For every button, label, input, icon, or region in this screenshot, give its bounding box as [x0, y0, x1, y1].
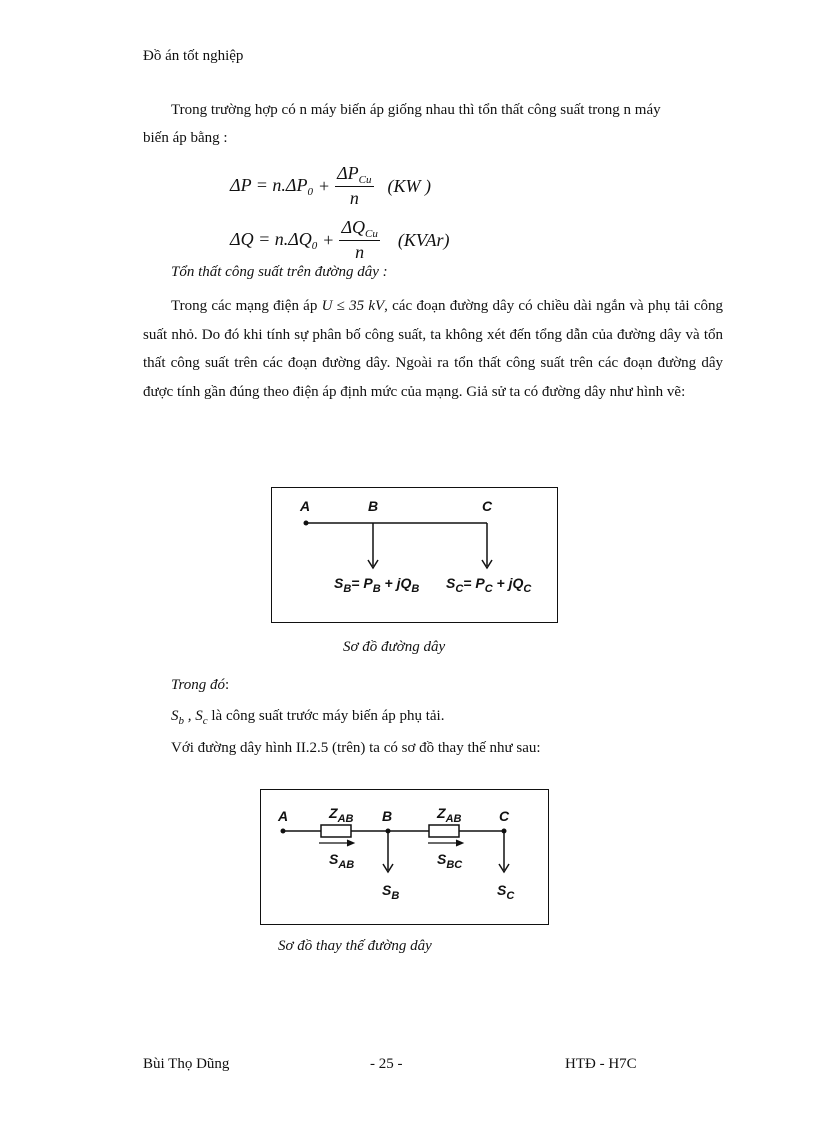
eq2-unit: (KVAr) — [397, 229, 450, 250]
node-b-label: B — [368, 498, 379, 514]
node-a-label: A — [300, 498, 311, 514]
where-sc-sub: c — [202, 715, 208, 727]
paragraph-part-1: Trong các mạng điện áp — [171, 298, 322, 314]
flow-arrowhead-ab — [347, 840, 354, 846]
eq1-num: ΔP — [337, 163, 359, 183]
eq1-den: n — [349, 188, 359, 208]
reference-line: Với đường dây hình II.2.5 (trên) ta có sơ đồ thay thế như sau: — [171, 740, 541, 756]
load-c-s: S — [446, 575, 456, 591]
where-label-text: Trong đó — [171, 677, 226, 693]
load-c-q-sub: C — [523, 583, 532, 595]
where-label — [171, 671, 229, 699]
eq1-plus: + — [318, 175, 330, 196]
intro-line-2: biến áp bằng : — [143, 130, 228, 146]
load-c-eq: = P — [463, 575, 485, 591]
eq2-den: n — [355, 242, 365, 262]
flow-arrowhead-bc — [456, 840, 463, 846]
where-colon: : — [225, 677, 230, 693]
s-b-label: $S_B$ — [382, 882, 400, 902]
eq1-unit: (KW ) — [387, 175, 432, 196]
load-c-formula — [446, 575, 531, 595]
z2-label: $Z_{AB}$ — [437, 805, 462, 825]
load-b-s-sub: B — [343, 583, 352, 595]
node-c-label: C — [499, 808, 510, 824]
z1-label: $Z_{AB}$ — [329, 805, 354, 825]
intro-line-1: Trong trường hợp có n máy biến áp giống nhau thì tổn thất công suất trong n máy — [171, 102, 661, 118]
s-ab-label: $S_{AB}$ — [329, 851, 355, 871]
load-b-formula — [334, 575, 419, 595]
equivalent-diagram — [260, 789, 549, 925]
node-a-dot — [304, 521, 309, 526]
load-b-eq: = P — [351, 575, 373, 591]
page-header: Đồ án tốt nghiệp — [143, 48, 244, 64]
line-diagram-svg — [272, 488, 557, 622]
node-a-label: A — [278, 808, 289, 824]
load-c-q: + jQ — [496, 575, 524, 591]
node-b-label: B — [382, 808, 393, 824]
eq2-fraction — [339, 217, 379, 263]
subheading: Tổn thất công suất trên đường dây : — [171, 264, 388, 280]
footer-author: Bùi Thọ Dũng — [143, 1056, 230, 1072]
s-c-label: $S_C$ — [497, 882, 515, 902]
node-c-label: C — [482, 498, 493, 514]
load-b-p-sub: B — [372, 583, 381, 595]
impedance-ab-1 — [321, 825, 351, 837]
equation-delta-q — [230, 217, 450, 263]
s-bc-label: $S_{BC}$ — [437, 851, 463, 871]
eq2-lhs-sub: 0 — [311, 239, 318, 252]
load-c-p-sub: C — [484, 583, 493, 595]
load-b-s: S — [334, 575, 344, 591]
node-a-dot — [281, 829, 286, 834]
eq1-fraction — [335, 163, 373, 209]
where-sb-sub: b — [178, 715, 184, 727]
eq2-plus: + — [323, 229, 334, 250]
diagram1-caption: Sơ đồ đường dây — [343, 639, 446, 655]
eq2-num-sub: Cu — [365, 228, 378, 240]
footer-page-number: - 25 - — [370, 1056, 403, 1072]
paragraph-part-2: , các đoạn đường dây có chiều dài ngắn và phụ tải công suất nhỏ. Do đó khi tính sự phân bố công suất, ta không xét đến tổng dẫn của đường dây và tổn thất công suất trên các đoạn đường dây. Ngoài ra tổn thất công suất trên các đoạn đường dây được tính gần đúng theo điện áp định mức của mạng. Giả sử ta có đường dây như hình vẽ: — [143, 298, 723, 400]
eq2-num: ΔQ — [341, 217, 366, 237]
eq1-lhs: ΔP = n.ΔP — [230, 174, 308, 195]
paragraph-condition: U ≤ 35 kV — [321, 298, 385, 314]
equation-delta-p — [230, 163, 431, 209]
load-b-q-sub: B — [411, 583, 420, 595]
diagram2-caption: Sơ đồ thay thế đường dây — [278, 938, 432, 954]
load-c-s-sub: C — [455, 583, 464, 595]
where-definition — [171, 702, 444, 735]
footer-code: HTĐ - H7C — [565, 1056, 637, 1072]
body-paragraph — [143, 292, 723, 406]
line-diagram — [271, 487, 558, 623]
where-sb: S — [171, 708, 179, 724]
eq1-lhs-sub: 0 — [307, 185, 313, 198]
where-sc: , S — [184, 708, 203, 724]
load-b-q: + jQ — [384, 575, 412, 591]
where-text: là công suất trước máy biến áp phụ tải. — [207, 708, 445, 724]
eq1-num-sub: Cu — [358, 174, 372, 186]
eq2-lhs: ΔQ = n.ΔQ — [230, 228, 312, 249]
impedance-ab-2 — [429, 825, 459, 837]
